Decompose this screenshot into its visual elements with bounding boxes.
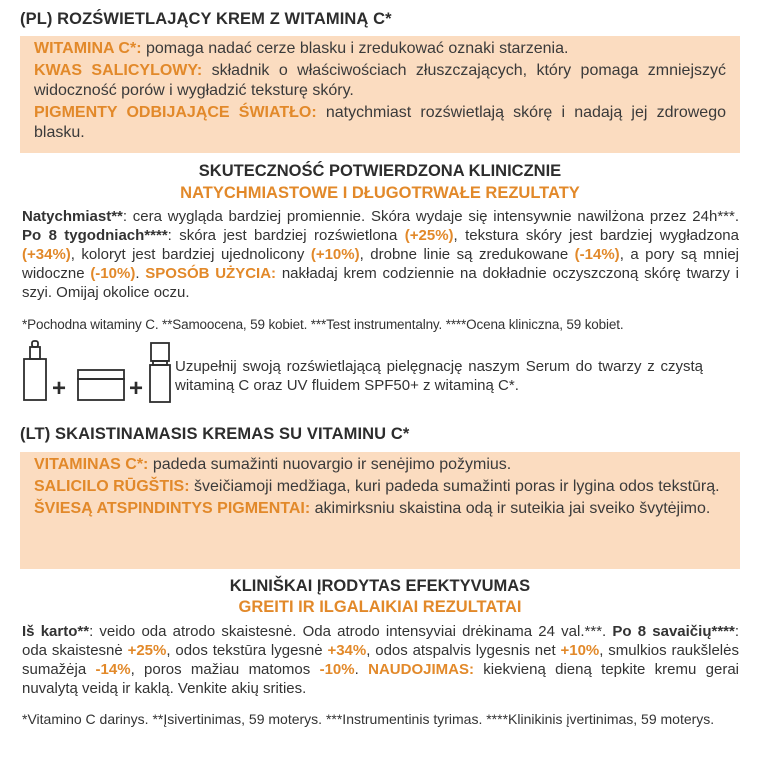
lt-usage-key: NAUDOJIMAS: bbox=[368, 661, 474, 678]
pl-ingredient-1 bbox=[34, 39, 726, 59]
lt-body-t6: , odos atspalvis lygesnis net bbox=[366, 642, 561, 659]
pl-heading: (PL) ROZŚWIETLAJĄCY KREM Z WITAMINĄ C* bbox=[20, 10, 392, 28]
pl-body-t2: : cera wygląda bardziej promiennie. Skóra wydaje się intensywnie nawilżona przez 24h***. bbox=[122, 208, 739, 225]
pl-body-v2: (+34%) bbox=[22, 246, 71, 263]
lt-claim-subtitle: GREITI IR ILGALAIKIAI REZULTATAI bbox=[238, 598, 522, 616]
pl-ingredient-1-text: pomaga nadać cerze blasku i zredukować oznaki starzenia. bbox=[141, 40, 569, 57]
pl-body-t6: , koloryt jest bardziej ujednolicony bbox=[70, 246, 311, 263]
pl-usage-text: nakładaj krem codziennie na dokładnie oczyszczoną skórę twarzy i szyi. Omijaj okolice oczu. bbox=[22, 265, 739, 301]
pl-body-t9: . bbox=[135, 265, 146, 282]
pl-ingredient-3-text: natychmiast rozświetlają skórę i nadają jej zdrowego blasku. bbox=[34, 104, 726, 141]
pl-body-t8: , a pory są mniej widoczne bbox=[22, 246, 740, 282]
pl-footnote: *Pochodna witaminy C. **Samoocena, 59 kobiet. ***Test instrumentalny. ****Ocena kliniczna, 59 kobiet. bbox=[22, 317, 624, 332]
pl-ingredient-2 bbox=[34, 61, 726, 101]
lt-body-v4: -14% bbox=[95, 661, 131, 678]
lt-ingredient-1 bbox=[34, 455, 726, 475]
lt-ingredient-2 bbox=[34, 477, 726, 497]
pl-ingredients-box bbox=[20, 36, 740, 153]
lt-ingredients-box bbox=[20, 452, 740, 569]
lt-heading: (LT) SKAISTINAMASIS KREMAS SU VITAMINU C* bbox=[20, 425, 410, 443]
pl-promo-text: Uzupełnij swoją rozświetlającą pielęgnację naszym Serum do twarzy z czystą witaminą C oraz UV fluidem SPF50+ z witaminą C*. bbox=[175, 358, 703, 394]
pl-body-text bbox=[22, 207, 739, 302]
lt-footnote: *Vitamino C darinys. **Įsivertinimas, 59 moterys. ***Instrumentinis tyrimas. ****Klinikinis įvertinimas, 59 moterys. bbox=[22, 711, 715, 727]
lt-body-text bbox=[22, 622, 739, 698]
pl-claim-title: SKUTECZNOŚĆ POTWIERDZONA KLINICZNIE bbox=[198, 162, 562, 180]
pl-usage-key: SPOSÓB UŻYCIA: bbox=[145, 265, 277, 282]
lt-ingredient-3-text: akimirksniu skaistina odą ir suteikia jai sveiko švytėjimo. bbox=[310, 500, 711, 517]
pl-body-v4: (-14%) bbox=[574, 246, 620, 263]
fluid-bottle-icon bbox=[148, 342, 172, 404]
plus-sign-1: + bbox=[52, 375, 67, 402]
lt-ingredient-2-text: šveičiamoji medžiaga, kuri padeda sumažinti poras ir lygina odos tekstūrą. bbox=[189, 478, 720, 495]
pl-body-t1: Natychmiast** bbox=[22, 208, 123, 225]
serum-bottle-icon bbox=[22, 340, 48, 402]
lt-body-t9: . bbox=[354, 661, 369, 678]
lt-body-t2: : veido oda atrodo skaistesnė. Oda atrodo intensyviai drėkinama 24 val.***. bbox=[89, 623, 613, 640]
pl-body-t3: Po 8 tygodniach**** bbox=[22, 227, 168, 244]
pl-body-v1: (+25%) bbox=[404, 227, 454, 244]
lt-ingredient-3 bbox=[34, 499, 726, 519]
pl-body-t4: : skóra jest bardziej rozświetlona bbox=[167, 227, 405, 244]
pl-ingredient-3-key: PIGMENTY ODBIJAJĄCE ŚWIATŁO: bbox=[34, 104, 317, 121]
lt-ingredient-1-text: padeda sumažinti nuovargio ir senėjimo požymius. bbox=[148, 456, 512, 473]
lt-body-v5: -10% bbox=[319, 661, 355, 678]
lt-body-t3: Po 8 savaičių**** bbox=[612, 623, 735, 640]
pl-ingredient-3 bbox=[34, 103, 726, 143]
lt-body-t5: , odos tekstūra lygesnė bbox=[166, 642, 328, 659]
lt-body-v3: +10% bbox=[560, 642, 600, 659]
lt-claim-title: KLINIŠKAI ĮRODYTAS EFEKTYVUMAS bbox=[229, 577, 531, 595]
lt-body-t7: , smulkios raukšlelės sumažėja bbox=[22, 642, 739, 678]
lt-ingredient-3-key: ŠVIESĄ ATSPINDINTYS PIGMENTAI: bbox=[34, 500, 311, 517]
pl-body-t7: , drobne linie są zredukowane bbox=[359, 246, 575, 263]
lt-body-t1: Iš karto** bbox=[22, 623, 90, 640]
lt-ingredient-1-key: VITAMINAS C*: bbox=[34, 456, 149, 473]
product-icons-row bbox=[22, 344, 172, 404]
pl-claim-subtitle: NATYCHMIASTOWE I DŁUGOTRWAŁE REZULTATY bbox=[180, 184, 580, 202]
pl-body-v5: (-10%) bbox=[90, 265, 136, 282]
cream-jar-icon bbox=[76, 368, 126, 402]
pl-ingredient-2-text: składnik o właściwościach złuszczających, który pomaga zmniejszyć widoczność porów i wygładzić teksturę skóry. bbox=[34, 62, 727, 99]
lt-body-t8: , poros mažiau matomos bbox=[130, 661, 320, 678]
plus-sign-2: + bbox=[129, 375, 144, 402]
pl-body-v3: (+10%) bbox=[310, 246, 360, 263]
pl-body-t5: , tekstura skóry jest bardziej wygładzona bbox=[453, 227, 739, 244]
pl-ingredient-1-key: WITAMINA C*: bbox=[34, 40, 142, 57]
lt-body-v1: +25% bbox=[127, 642, 167, 659]
lt-body-t4: : oda skaistesnė bbox=[22, 623, 740, 659]
lt-ingredient-2-key: SALICILO RŪGŠTIS: bbox=[34, 478, 190, 495]
lt-usage-text: kiekvieną dieną tepkite kremu gerai nuvalytą veidą ir kaklą. Venkite akių srities. bbox=[22, 661, 740, 697]
pl-ingredient-2-key: KWAS SALICYLOWY: bbox=[34, 62, 203, 79]
lt-body-v2: +34% bbox=[327, 642, 367, 659]
